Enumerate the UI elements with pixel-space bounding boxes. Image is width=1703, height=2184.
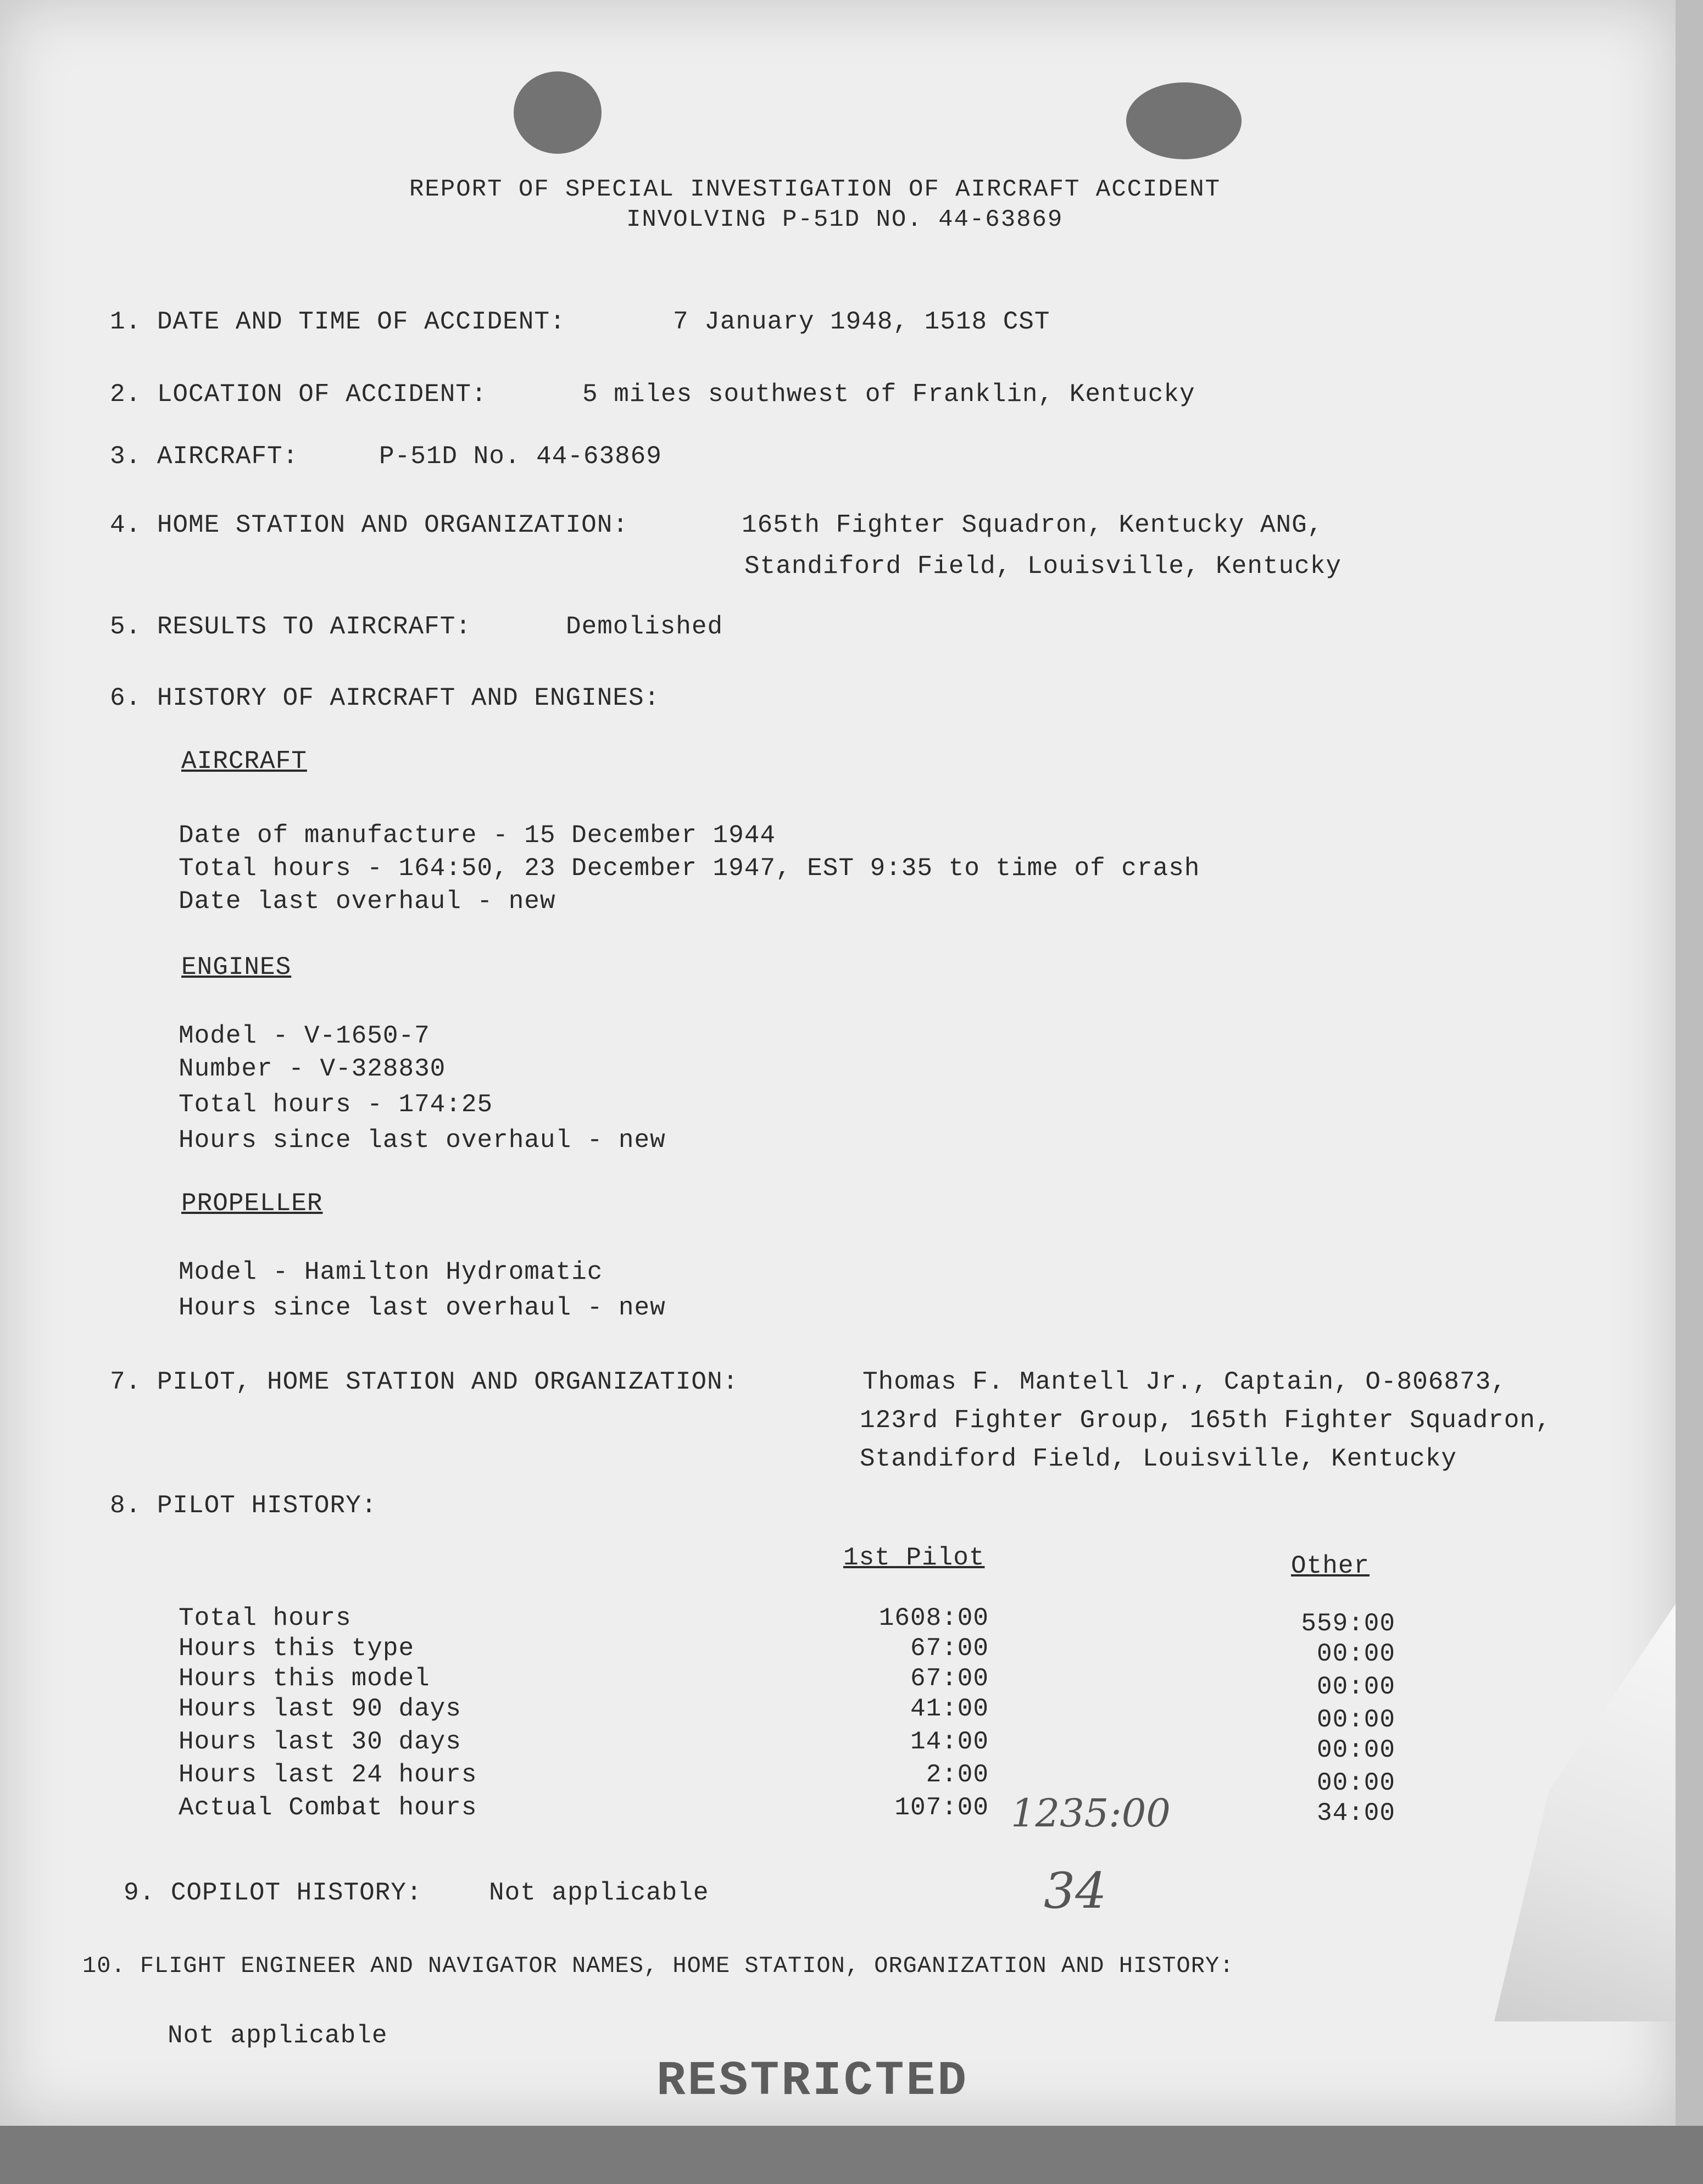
item-station-value-1: 165th Fighter Squadron, Kentucky ANG,	[742, 511, 1323, 539]
pilot-history-row-other: 559:00	[1301, 1609, 1395, 1638]
pilot-history-row-label: Hours last 90 days	[179, 1695, 461, 1723]
pilot-history-row-first: 2:00	[926, 1760, 989, 1789]
pilot-history-row-other: 00:00	[1316, 1640, 1395, 1668]
pilot-line-1: Thomas F. Mantell Jr., Captain, O-806873,	[862, 1368, 1507, 1396]
punch-hole	[1126, 82, 1242, 159]
pilot-line-3: Standiford Field, Louisville, Kentucky	[860, 1445, 1457, 1473]
pilot-history-row-first: 67:00	[910, 1664, 989, 1693]
pilot-label: 7. PILOT, HOME STATION AND ORGANIZATION:	[110, 1368, 739, 1396]
item-location-label: 2. LOCATION OF ACCIDENT:	[110, 380, 487, 409]
flight-engineer-label: 10. FLIGHT ENGINEER AND NAVIGATOR NAMES, HOME STATION, ORGANIZATION AND HISTORY:	[82, 1953, 1234, 1979]
pilot-history-row-first: 1608:00	[878, 1604, 989, 1633]
item-aircraft-label: 3. AIRCRAFT:	[110, 442, 299, 471]
engine-model: Model - V-1650-7	[179, 1022, 430, 1050]
report-subtitle: INVOLVING P-51D NO. 44-63869	[626, 206, 1064, 233]
propeller-heading: PROPELLER	[181, 1189, 323, 1218]
pilot-history-row-first: 107:00	[894, 1793, 989, 1822]
copilot-value: Not applicable	[489, 1879, 709, 1907]
propeller-model: Model - Hamilton Hydromatic	[179, 1258, 603, 1286]
pilot-history-row-label: Hours last 24 hours	[179, 1760, 477, 1789]
pilot-history-row-label: Hours last 30 days	[179, 1728, 461, 1756]
flight-engineer-value: Not applicable	[168, 2021, 388, 2050]
aircraft-manufacture: Date of manufacture - 15 December 1944	[179, 821, 776, 850]
pilot-history-row-label: Actual Combat hours	[179, 1793, 477, 1822]
aircraft-total-hours: Total hours - 164:50, 23 December 1947, EST 9:35 to time of crash	[179, 854, 1200, 883]
pilot-line-2: 123rd Fighter Group, 165th Fighter Squadron,	[860, 1406, 1551, 1435]
pilot-history-row-other: 00:00	[1316, 1736, 1395, 1764]
aircraft-heading: AIRCRAFT	[181, 747, 307, 776]
item-results-label: 5. RESULTS TO AIRCRAFT:	[110, 612, 471, 641]
item-station-label: 4. HOME STATION AND ORGANIZATION:	[110, 511, 628, 539]
pilot-history-row-first: 41:00	[910, 1695, 989, 1723]
punch-hole	[514, 71, 602, 154]
pilot-history-col-first: 1st Pilot	[843, 1544, 985, 1572]
pilot-history-row-other: 00:00	[1316, 1673, 1395, 1701]
pilot-history-row-first: 14:00	[910, 1728, 989, 1756]
pilot-history-row-label: Hours this model	[179, 1664, 430, 1693]
propeller-hours-since-overhaul: Hours since last overhaul - new	[179, 1294, 666, 1322]
item-aircraft-value: P-51D No. 44-63869	[379, 442, 662, 471]
item-results-value: Demolished	[566, 612, 724, 641]
handwritten-note: 34	[1044, 1862, 1107, 1920]
item-station-value-2: Standiford Field, Louisville, Kentucky	[744, 552, 1342, 581]
copilot-label: 9. COPILOT HISTORY:	[124, 1879, 422, 1907]
item-history-label: 6. HISTORY OF AIRCRAFT AND ENGINES:	[110, 684, 660, 712]
pilot-history-row-other: 00:00	[1316, 1706, 1395, 1734]
pilot-history-row-other: 34:00	[1316, 1799, 1395, 1828]
report-title: REPORT OF SPECIAL INVESTIGATION OF AIRCRAFT ACCIDENT	[409, 176, 1221, 203]
engine-number: Number - V-328830	[179, 1055, 446, 1083]
item-location-value: 5 miles southwest of Franklin, Kentucky	[582, 380, 1195, 409]
handwritten-total: 1235:00	[1011, 1791, 1171, 1836]
item-date-label: 1. DATE AND TIME OF ACCIDENT:	[110, 308, 566, 336]
item-date-value: 7 January 1948, 1518 CST	[673, 308, 1050, 336]
engine-hours-since-overhaul: Hours since last overhaul - new	[179, 1126, 666, 1155]
page-curl	[1494, 1604, 1676, 2021]
page-edge	[0, 2126, 1703, 2184]
pilot-history-row-label: Hours this type	[179, 1634, 415, 1663]
engines-heading: ENGINES	[181, 953, 292, 982]
engine-total-hours: Total hours - 174:25	[179, 1090, 493, 1119]
aircraft-last-overhaul: Date last overhaul - new	[179, 887, 556, 916]
page-edge	[1676, 0, 1703, 2184]
pilot-history-row-label: Total hours	[179, 1604, 352, 1633]
pilot-history-col-other: Other	[1291, 1552, 1370, 1580]
pilot-history-row-other: 00:00	[1316, 1769, 1395, 1797]
pilot-history-label: 8. PILOT HISTORY:	[110, 1491, 377, 1520]
pilot-history-row-first: 67:00	[910, 1634, 989, 1663]
restricted-stamp: RESTRICTED	[656, 2054, 969, 2109]
